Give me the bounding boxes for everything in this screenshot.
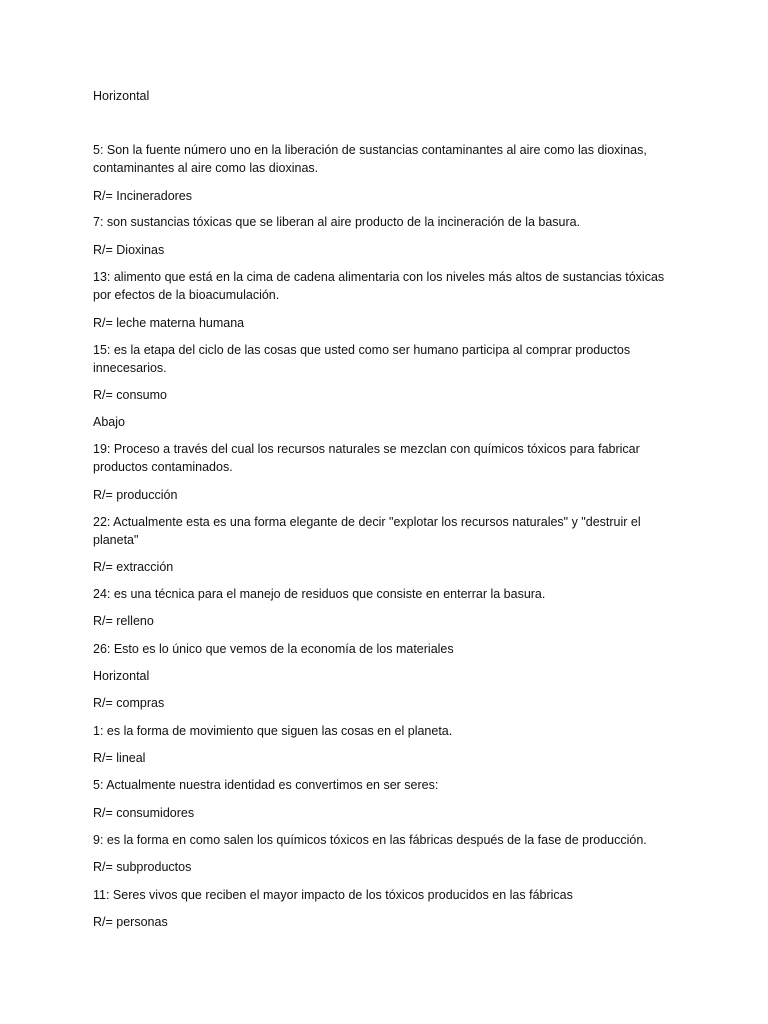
answer-paragraph: R/= leche materna humana: [93, 316, 245, 330]
clue-paragraph: 15: es la etapa del ciclo de las cosas que usted como ser humano participa al comprar productos innecesarios.: [93, 343, 631, 375]
answer-paragraph: R/= Incineradores: [93, 189, 193, 203]
clue-paragraph: 19: Proceso a través del cual los recursos naturales se mezclan con químicos tóxicos para fabricar productos contaminados.: [93, 442, 640, 474]
answer-paragraph: R/= producción: [93, 488, 178, 502]
clue-paragraph: 9: es la forma en como salen los químicos tóxicos en las fábricas después de la fase de producción.: [93, 833, 647, 847]
clue-paragraph: 1: es la forma de movimiento que siguen las cosas en el planeta.: [93, 724, 453, 738]
clue-paragraph: 11: Seres vivos que reciben el mayor impacto de los tóxicos producidos en las fábricas: [93, 888, 573, 902]
answer-paragraph: R/= Dioxinas: [93, 243, 165, 257]
section-heading-horizontal: Horizontal: [93, 669, 150, 683]
clue-paragraph: 7: son sustancias tóxicas que se liberan al aire producto de la incineración de la basura.: [93, 215, 581, 229]
clue-paragraph: 5: Actualmente nuestra identidad es convertimos en ser seres:: [93, 778, 439, 792]
answer-paragraph: R/= consumidores: [93, 806, 195, 820]
answer-paragraph: R/= subproductos: [93, 860, 192, 874]
clue-paragraph: 22: Actualmente esta es una forma elegante de decir "explotar los recursos naturales" y "destruir el planeta": [93, 515, 641, 547]
section-heading-abajo: Abajo: [93, 415, 125, 429]
answer-paragraph: R/= relleno: [93, 614, 154, 628]
clue-paragraph: 13: alimento que está en la cima de cadena alimentaria con los niveles más altos de sustancias tóxicas por efectos de la bioacumulación.: [93, 270, 665, 302]
answer-paragraph: R/= extracción: [93, 560, 174, 574]
clue-paragraph: 5: Son la fuente número uno en la liberación de sustancias contaminantes al aire como las dioxinas, contaminantes al aire como las dioxinas.: [93, 143, 647, 175]
answer-paragraph: R/= lineal: [93, 751, 146, 765]
section-heading-horizontal: Horizontal: [93, 89, 150, 103]
clue-paragraph: 26: Esto es lo único que vemos de la economía de los materiales: [93, 642, 454, 656]
clue-paragraph: 24: es una técnica para el manejo de residuos que consiste en enterrar la basura.: [93, 587, 546, 601]
answer-paragraph: R/= compras: [93, 696, 165, 710]
answer-paragraph: R/= consumo: [93, 388, 167, 402]
answer-paragraph: R/= personas: [93, 915, 168, 929]
